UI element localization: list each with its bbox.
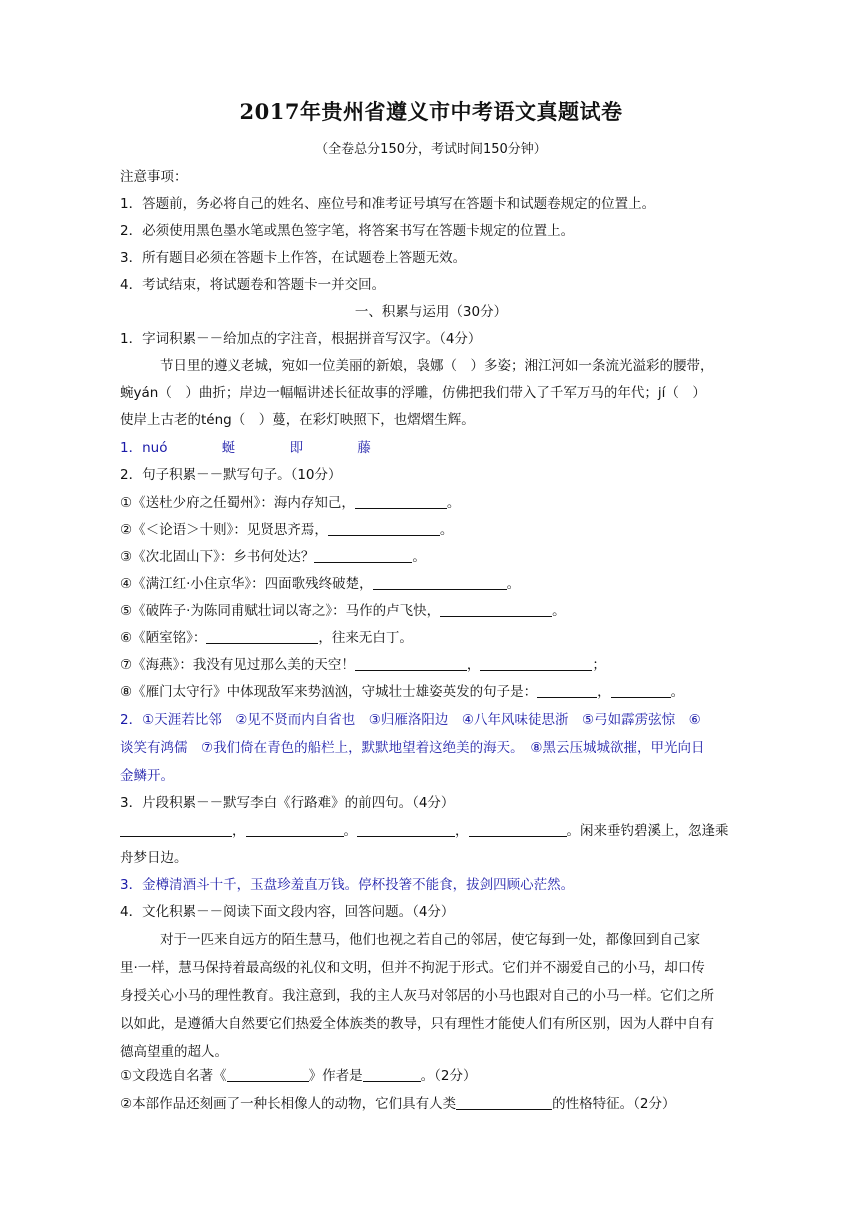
- q3-tail-line: 舟梦日边。: [120, 850, 188, 866]
- answer-blank[interactable]: [480, 656, 592, 671]
- q1-stem: 1．字词积累－－给加点的字注音，根据拼音写汉字。（4分）: [120, 331, 482, 347]
- q3-stem: 3．片段积累－－默写李白《行路难》的前四句。（4分）: [120, 795, 455, 811]
- q2-item-text: ⑤《破阵子·为陈同甫赋壮词以寄之》：马作的卢飞快，: [120, 603, 441, 619]
- q3-answer: 3．金樽清酒斗十千，玉盘珍羞直万钱。停杯投箸不能食，拔剑四顾心茫然。: [120, 877, 575, 893]
- q2-item-text: ②《＜论语＞十则》：见贤思齐焉，: [120, 522, 328, 538]
- q2-item-text: ⑥《陋室铭》：: [120, 630, 207, 646]
- q4-sub2-text: ②本部作品还刻画了一种长相像人的动物，它们具有人类: [120, 1096, 457, 1112]
- q2-item-text: ④《满江红·小住京华》：四面歌残终破楚，: [120, 576, 373, 592]
- answer-blank[interactable]: [357, 822, 455, 837]
- q4-passage-line: 身授关心小马的理性教育。我注意到，我的主人灰马对邻居的小马也跟对自己的小马一样。它们之所: [120, 988, 714, 1004]
- q4-stem: 4．文化积累－－阅读下面文段内容，回答问题。（4分）: [120, 904, 455, 920]
- q1-answer-item: 1．nuó: [120, 440, 168, 456]
- answer-blank[interactable]: [537, 683, 597, 698]
- q2-item-text: ①《送杜少府之任蜀州》：海内存知己，: [120, 495, 355, 511]
- q2-answer-line: 金鳞开。: [120, 768, 174, 784]
- answer-blank[interactable]: [120, 822, 232, 837]
- notice-heading: 注意事项：: [120, 169, 188, 185]
- q1-passage-line: 蜿yán（ ）曲折；岸边一幅幅讲述长征故事的浮雕，仿佛把我们带入了千军万马的年代；jí（ ）: [120, 385, 706, 401]
- q2-item: ③《次北固山下》：乡书何处达？ 。: [120, 549, 426, 565]
- q2-stem: 2．句子积累－－默写句子。（10分）: [120, 467, 342, 483]
- q2-item-tail: ，往来无白丁。: [318, 630, 413, 646]
- answer-blank[interactable]: [355, 494, 447, 509]
- page-subtitle: （全卷总分150分，考试时间150分钟）: [315, 142, 547, 157]
- q2-item: ①《送杜少府之任蜀州》：海内存知己， 。: [120, 495, 461, 511]
- q2-answer-line: 2．①天涯若比邻 ②见不贤而内自省也 ③归雁洛阳边 ④八年风味徒思浙 ⑤弓如霹雳弦惊 ⑥: [120, 712, 701, 728]
- q4-sub1-text: 》作者是: [308, 1068, 363, 1084]
- answer-blank[interactable]: [469, 822, 567, 837]
- q4-passage-line: 里·一样，慧马保持着最高级的礼仪和文明，但并不拘泥于形式。它们并不溺爱自己的小马，却口传: [120, 960, 705, 976]
- q1-answer-item: 蜒: [221, 440, 236, 456]
- q4-passage-line: 德高望重的超人。: [120, 1044, 228, 1060]
- q1-passage-line: 节日里的遵义老城，宛如一位美丽的新娘，袅娜（ ）多姿；湘江河如一条流光溢彩的腰带，: [160, 358, 714, 374]
- q2-item: [120, 626, 413, 646]
- q4-sub1-text: ①文段选自名著《: [120, 1068, 227, 1084]
- answer-blank[interactable]: [363, 1067, 421, 1082]
- answer-blank[interactable]: [373, 575, 507, 590]
- answer-blank[interactable]: [227, 1067, 309, 1082]
- q4-passage-line: 对于一匹来自远方的陌生慧马，他们也视之若自己的邻居，使它每到一处，都像回到自己家: [160, 932, 700, 948]
- q4-sub2-text: 的性格特征。（2分）: [552, 1096, 676, 1112]
- answer-blank[interactable]: [328, 521, 440, 536]
- notice-item: 4．考试结束，将试题卷和答题卡一并交回。: [120, 277, 386, 293]
- q2-item: ⑤《破阵子·为陈同甫赋壮词以寄之》：马作的卢飞快， 。: [120, 603, 566, 619]
- q4-sub1-text: 。（2分）: [420, 1068, 477, 1084]
- notice-item: 2．必须使用黑色墨水笔或黑色签字笔，将答案书写在答题卡规定的位置上。: [120, 223, 575, 239]
- q2-item: ⑧《雁门太守行》中体现敌军来势汹汹，守城壮士雄姿英发的句子是： ， 。: [120, 684, 685, 700]
- q1-passage-line: 使岸上古老的téng（ ）蔓，在彩灯映照下，也熠熠生辉。: [120, 412, 475, 428]
- q1-answer: [120, 436, 371, 456]
- q2-item: ⑦《海燕》：我没有见过那么美的天空！ ， ；: [120, 657, 606, 673]
- q3-tail: 闲来垂钓碧溪上，忽逢乘: [580, 823, 729, 839]
- notice-item: 3．所有题目必须在答题卡上作答，在试题卷上答题无效。: [120, 250, 467, 266]
- answer-blank[interactable]: [246, 822, 344, 837]
- q2-item: ④《满江红·小住京华》：四面歌残终破楚， 。: [120, 576, 521, 592]
- q2-item-text: ⑦《海燕》：我没有见过那么美的天空！: [120, 657, 355, 673]
- q2-answer-line: 谈笑有鸿儒 ⑦我们倚在青色的船栏上，默默地望着这绝美的海天。 ⑧黑云压城城欲摧，甲光向日: [120, 740, 705, 756]
- q2-item-text: ⑧《雁门太守行》中体现敌军来势汹汹，守城壮士雄姿英发的句子是：: [120, 684, 538, 700]
- answer-blank[interactable]: [456, 1095, 552, 1110]
- answer-blank[interactable]: [440, 602, 552, 617]
- q4-sub1: [120, 1064, 476, 1084]
- page-title: 2017年贵州省遵义市中考语文真题试卷: [239, 99, 623, 124]
- notice-item: 1．答题前，务必将自己的姓名、座位号和准考证号填写在答题卡和试题卷规定的位置上。: [120, 196, 656, 212]
- q2-item-text: ③《次北固山下》：乡书何处达？: [120, 549, 315, 565]
- answer-blank[interactable]: [314, 548, 412, 563]
- q4-sub2: [120, 1092, 675, 1112]
- q1-answer-item: 藤: [357, 440, 371, 456]
- answer-blank[interactable]: [611, 683, 671, 698]
- q1-answer-item: 即: [289, 440, 304, 456]
- answer-blank[interactable]: [206, 629, 318, 644]
- q4-passage-line: 以如此，是遵循大自然要它们热爱全体族类的教导，只有理性才能使人们有所区别，因为人群中自有: [120, 1016, 714, 1032]
- q2-item: ②《＜论语＞十则》：见贤思齐焉， 。: [120, 522, 454, 538]
- answer-blank[interactable]: [355, 656, 467, 671]
- q3-blanks: ， 。 ， 。闲来垂钓碧溪上，忽逢乘: [120, 819, 729, 839]
- section-heading: 一、积累与运用（30分）: [354, 304, 508, 320]
